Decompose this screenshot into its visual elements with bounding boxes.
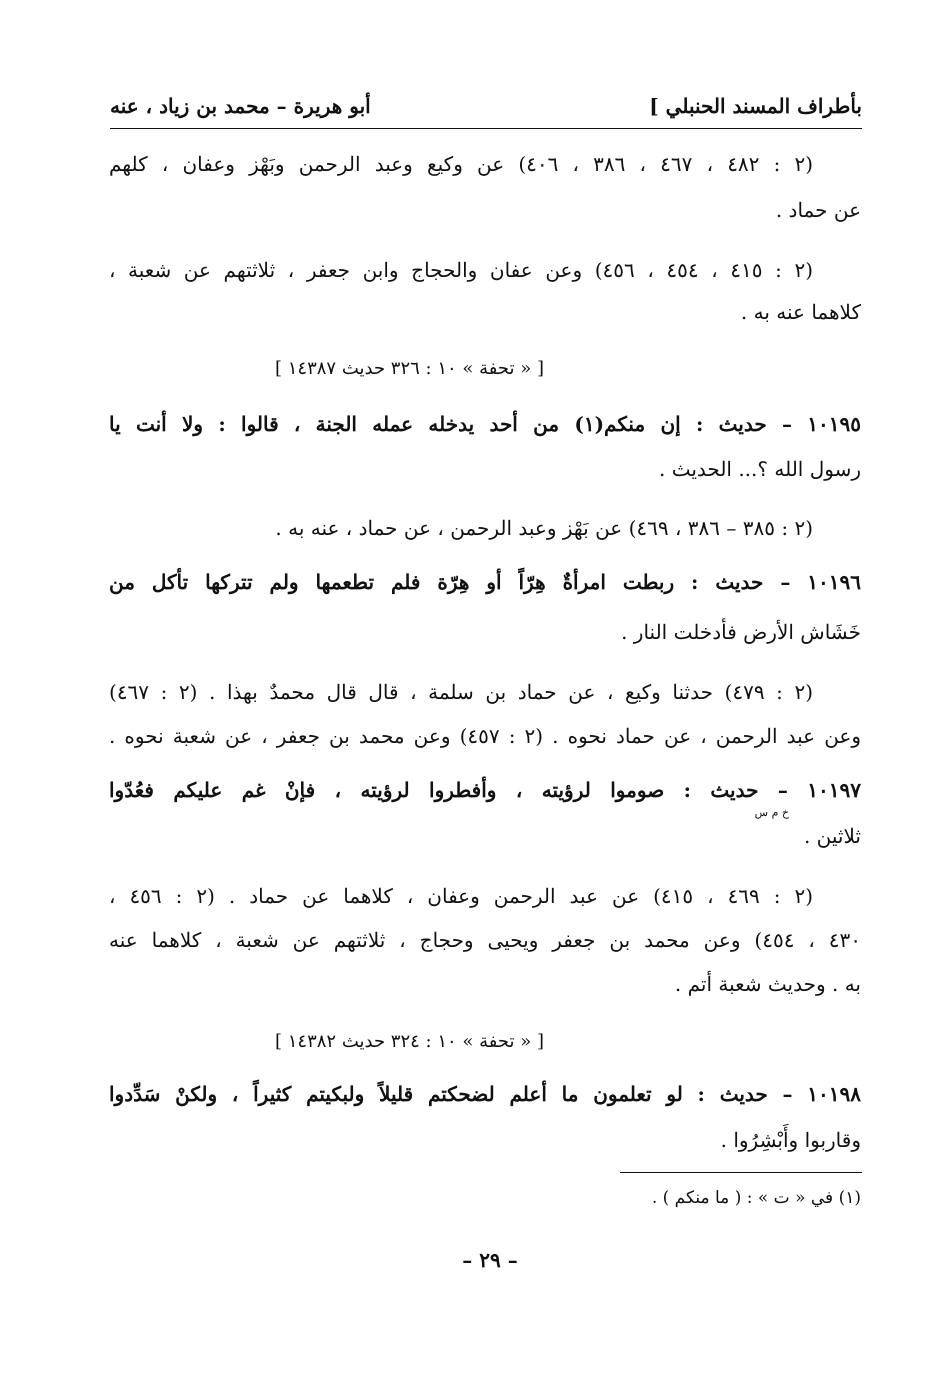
text-line-11: (٢ : ٤٧٩) حدثنا وكيع ، عن حماد بن سلمة ، قال قال محمدٌ بهذا . (٢ : ٤٦٧) [109, 680, 813, 704]
hadith-10196-heading: ١٠١٩٦ – حديث : ربطت امرأةٌ هِرّاً أو هِرّة فلم تطعمها ولم تتركها تأكل من [109, 570, 861, 594]
page-number: – ٢٩ – [462, 1248, 518, 1272]
text-line-17: به . وحديث شعبة أتم . [674, 972, 861, 996]
text-line-3: (٢ : ٤١٥ ، ٤٥٤ ، ٤٥٦) وعن عفان والحجاج وابن جعفر ، ثلاثتهم عن شعبة ، [109, 258, 813, 282]
tuhfa-citation-1: [ « تحفة » ١٠ : ٣٢٦ حديث ١٤٣٨٧ ] [275, 358, 544, 379]
header-book-title: بأطراف المسند الحنبلي ] [649, 94, 862, 118]
text-line-15: (٢ : ٤٦٩ ، ٤١٥) عن عبد الرحمن وعفان ، كلاهما عن حماد . (٢ : ٤٥٦ ، [109, 884, 814, 908]
text-line-10: خَشَاش الأرض فأدخلت النار . [621, 620, 861, 644]
hadith-10195-heading: ١٠١٩٥ – حديث : إن منكم(١) من أحد يدخله عمله الجنة ، قالوا : ولا أنت يا [109, 412, 861, 436]
tuhfa-citation-2: [ « تحفة » ١٠ : ٣٢٤ حديث ١٤٣٨٢ ] [275, 1031, 544, 1052]
text-line-14: ثلاثين . [803, 824, 861, 848]
footnote-separator [620, 1172, 862, 1173]
hadith-10197-heading: ١٠١٩٧ – حديث : صوموا لرؤيته ، وأفطروا لرؤيته ، فإنْ غم عليكم فعُدّوا [109, 778, 861, 802]
header-section-title: أبو هريرة – محمد بن زياد ، عنه [110, 94, 371, 118]
hadith-10198-heading: ١٠١٩٨ – حديث : لو تعلمون ما أعلم لضحكتم قليلاً ولبكيتم كثيراً ، ولكنْ سَدِّدوا [109, 1082, 862, 1106]
text-line-8: (٢ : ٣٨٥ – ٣٨٦ ، ٤٦٩) عن بَهْز وعبد الرحمن ، عن حماد ، عنه به . [275, 516, 813, 540]
text-line-4: كلاهما عنه به . [740, 300, 861, 324]
running-header [110, 88, 862, 129]
text-line-20: وقاربوا وأَبْشِرُوا . [720, 1128, 861, 1152]
footnote: (١) في « ت » : ( ما منكم ) . [651, 1188, 861, 1208]
text-line-16: ٤٣٠ ، ٤٥٤) وعن محمد بن جعفر ويحيى وحجاج ، ثلاثتهم عن شعبة ، كلاهما عنه [109, 928, 861, 952]
text-line-7: رسول الله ؟... الحديث . [658, 457, 861, 481]
source-marks: خ م س [754, 806, 789, 819]
text-line-1: (٢ : ٤٨٢ ، ٤٦٧ ، ٣٨٦ ، ٤٠٦) عن وكيع وعبد الرحمن وبَهْز وعفان ، كلهم [109, 152, 814, 176]
text-line-12: وعن عبد الرحمن ، عن حماد نحوه . (٢ : ٤٥٧) وعن محمد بن جعفر ، عن شعبة نحوه . [109, 724, 862, 748]
text-line-2: عن حماد . [775, 198, 861, 222]
